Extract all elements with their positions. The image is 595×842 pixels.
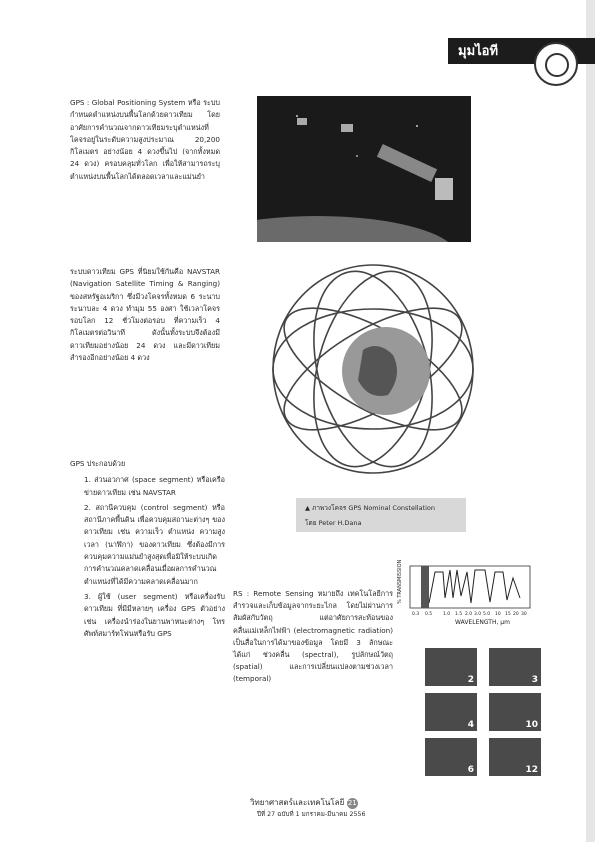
band-image <box>425 738 477 776</box>
item-text: ส่วนอวกาศ (space segment) หรือเครือข่ายดาวเทียม เช่น NAVSTAR <box>84 475 225 497</box>
components-section <box>70 458 225 643</box>
satellite-photo <box>257 96 471 242</box>
caption-line1: ▲ ภาพวงโคจร GPS Nominal Constellation <box>305 504 436 512</box>
components-list <box>70 474 225 640</box>
section-title: มุมไอที <box>458 44 499 59</box>
list-item <box>84 591 225 640</box>
footer-issue: ปีที่ 27 ฉบับที่ 1 มกราคม-มีนาคม 2556 <box>257 811 366 818</box>
x-tick-label: 15 <box>505 612 511 617</box>
band-image <box>489 693 541 731</box>
y-axis-label: % TRANSMISSION <box>397 559 403 604</box>
components-heading: GPS ประกอบด้วย <box>70 459 126 468</box>
list-item <box>84 474 225 499</box>
x-tick-label: 0.5 <box>425 612 433 617</box>
item-text: สถานีควบคุม (control segment) หรือสถานีภาคพื้นดิน เพื่อควบคุมสถานะต่างๆ ของดาวเทียม เช่น ความเร็ว ตำแหน่ง ความสูง เวลา (นาฬิกา) ของดาวเทียม ซึ่งต้องมีการควบคุมความแม่นยำสูงสุดเพื่อมิให้ระบบเกิดการคำนวณคลาดเคลื่อนเมื่อผลการคำนวณตำแหน่งที่ได้มีความคลาดเคลื่อนมาก <box>84 502 225 586</box>
footer-magazine-title: วิทยาศาสตร์และเทคโนโลยี <box>250 798 345 807</box>
satellite-illustration <box>257 96 471 242</box>
x-tick-label: 1.5 <box>455 612 463 617</box>
gps-constellation-diagram <box>268 255 478 483</box>
band-number: 2 <box>467 675 474 685</box>
x-tick-label: 20 <box>513 612 519 617</box>
target-logo-inner-icon <box>545 53 569 77</box>
band-image <box>489 738 541 776</box>
footer-title <box>250 796 358 809</box>
navstar-paragraph <box>70 266 220 364</box>
band-image <box>425 648 477 686</box>
x-tick-label: 5.0 <box>483 612 491 617</box>
constellation-svg <box>268 255 478 483</box>
band-image <box>425 693 477 731</box>
x-tick-label: 1.0 <box>443 612 451 617</box>
band-number: 12 <box>525 765 538 775</box>
x-tick-label: 3.0 <box>474 612 482 617</box>
item-number: 1. <box>84 475 91 485</box>
x-tick-label: 30 <box>521 612 527 617</box>
item-number: 3. <box>84 591 91 601</box>
spectrum-chart <box>395 558 535 628</box>
x-tick-label: 0.3 <box>412 612 420 617</box>
item-number: 2. <box>84 502 91 512</box>
page-number: 21 <box>347 799 357 807</box>
list-item <box>84 502 225 588</box>
band-number: 6 <box>467 765 474 775</box>
caption-line2: โดย Peter H.Dana <box>305 519 362 527</box>
spectrum-svg <box>395 558 535 628</box>
band-image <box>489 648 541 686</box>
intro-paragraph <box>70 97 220 183</box>
remote-sensing-text: RS : Remote Sensing หมายถึง เทคโนโลยีการสำรวจและเก็บข้อมูลจากระยะไกล โดยไม่ผ่านการสัมผัสกับวัตถุ แต่อาศัยการสะท้อนของคลื่นแม่เหล็กไฟฟ้า (electromagnetic radiation) เป็นสื่อในการได้มาของข้อมูล โดยมี 3 ลักษณะ ได้แก่ ช่วงคลื่น (spectral), รูปลักษณ์วัตถุ (spatial) และการเปลี่ยนแปลงตามช่วงเวลา (temporal) <box>233 589 393 684</box>
band-number: 10 <box>525 720 538 730</box>
x-axis-label: WAVELENGTH, μm <box>455 619 510 626</box>
x-tick-label: 2.0 <box>465 612 473 617</box>
band-images <box>425 648 541 776</box>
page-edge <box>586 0 595 842</box>
remote-sensing-paragraph <box>233 588 393 686</box>
intro-text: GPS : Global Positioning System หรือ ระบบกำหนดตำแหน่งบนพื้นโลกด้วยดาวเทียม โดยอาศัยการคำนวณจากดาวเทียมระบุตำแหน่งที่โคจรอยู่ในระดับความสูงประมาณ 20,200 กิโลเมตร อย่างน้อย 4 ดวงขึ้นไป (จากทั้งหมด 24 ดวง) ครอบคลุมทั่วโลก เพื่อให้สามารถระบุตำแหน่งบนพื้นโลกได้ตลอดเวลาและแม่นยำ <box>70 98 220 181</box>
band-number: 4 <box>467 720 474 730</box>
item-text: ผู้ใช้ (user segment) หรือเครื่องรับดาวเทียม ที่มีมีหลายๆ เครื่อง GPS ตัวอย่างเช่น เครื่องนำร่องในยานพาหนะต่างๆ โทรศัพท์สมาร์ทโฟนหรือรับ GPS <box>84 591 225 638</box>
navstar-text: ระบบดาวเทียม GPS ที่นิยมใช้กันคือ NAVSTAR (Navigation Satellite Timing & Ranging) ของสหรัฐอเมริกา ซึ่งมีวงโคจรทั้งหมด 6 ระนาบ ระนาบละ 4 ดวง ทำมุม 55 องศา ใช้เวลาโคจรรอบโลก 12 ชั่วโมงต่อรอบ ที่ความเร็ว 4 กิโลเมตรต่อวินาที ดังนั้นทั้งระบบจึงต้องมีดาวเทียมอย่างน้อย 24 ดวง และมีดาวเทียมสำรองอีกอย่างน้อย 4 ดวง <box>70 267 220 363</box>
band-number: 3 <box>531 675 538 685</box>
x-tick-label: 10 <box>495 612 501 617</box>
